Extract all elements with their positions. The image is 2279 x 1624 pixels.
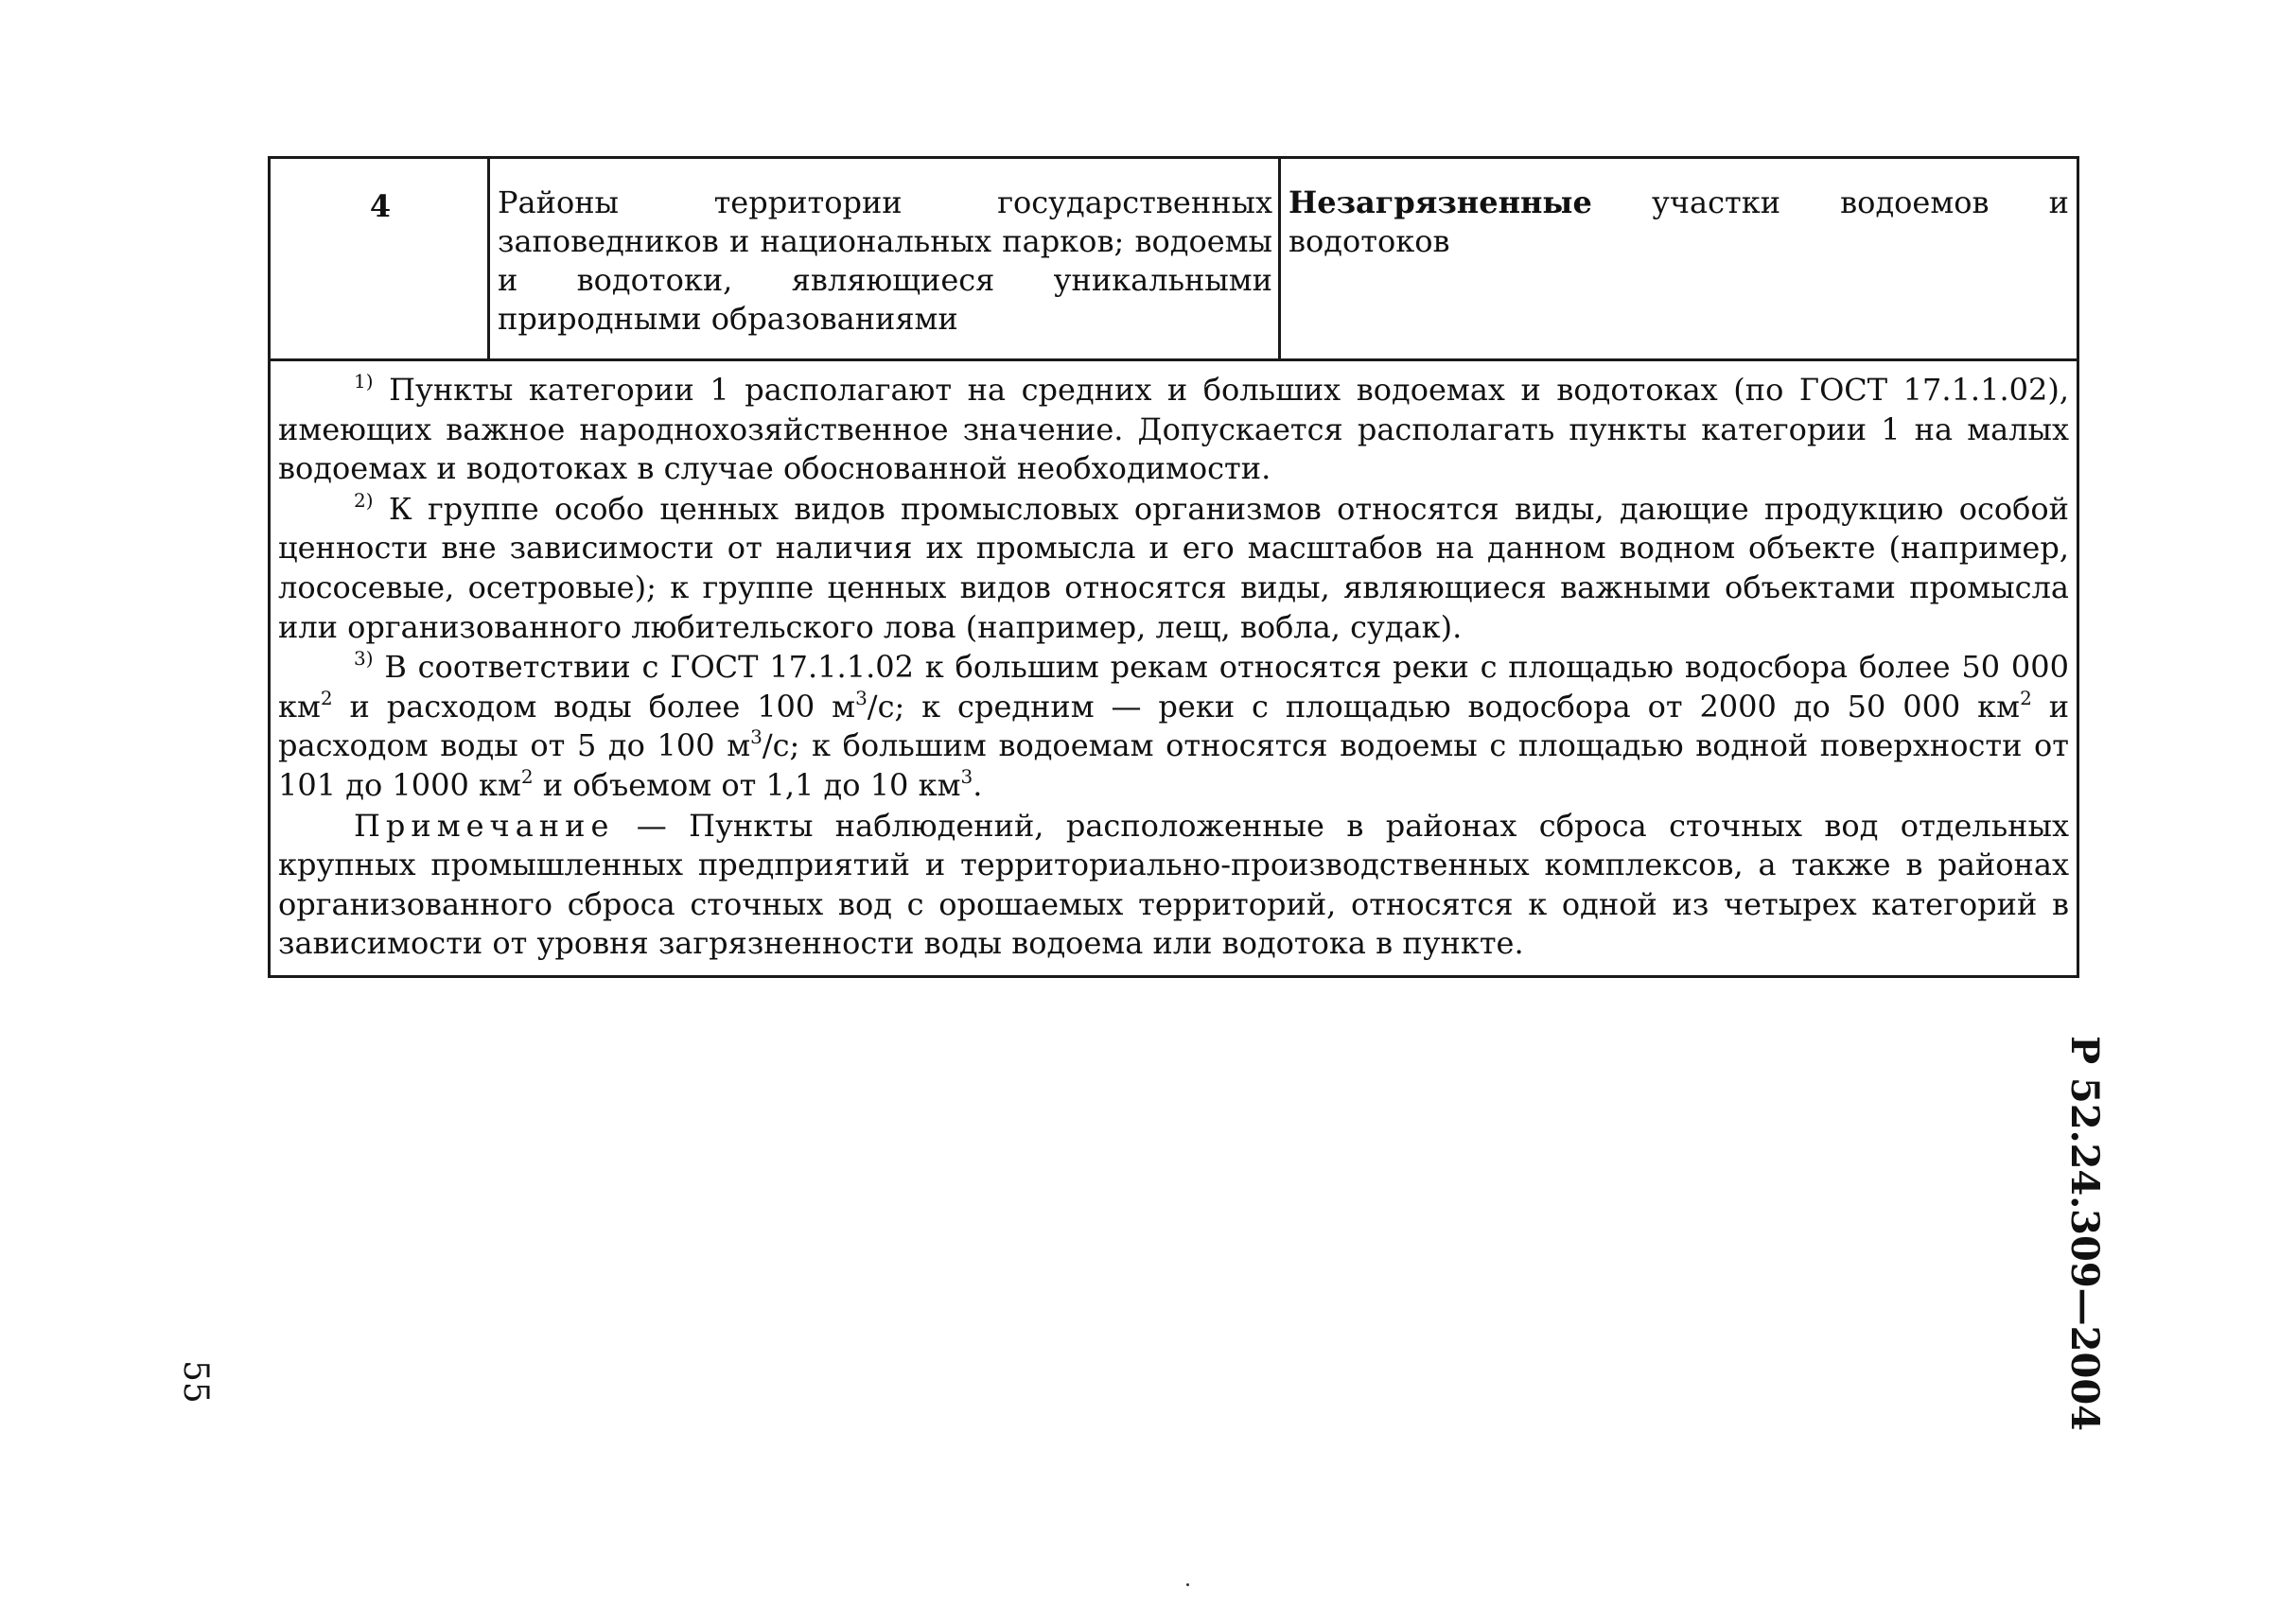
document-code: Р 52.24.309—2004 [2062, 1036, 2107, 1432]
category-number: 4 [369, 188, 392, 224]
superscript-3: 3 [960, 764, 973, 788]
footnote-3-part-d: и расходом воды от 5 до 100 м [278, 688, 2070, 764]
footnote-3-part-b: и расходом воды более 100 м [332, 688, 856, 725]
footnotes-block [271, 361, 2077, 965]
superscript-3: 3 [855, 686, 868, 709]
document-table [268, 156, 2079, 978]
table-row [271, 159, 2077, 361]
footnote-3-part-a: В соответствии с ГОСТ 17.1.1.02 к большим рекам относятся реки с площадью водосбора более 50 000 км [278, 649, 2070, 725]
footnote-1-mark: 1) [354, 370, 374, 393]
footnote-3-part-f: и объемом от 1,1 до 10 км [533, 766, 961, 803]
footnote-3-part-g: . [973, 766, 983, 803]
footnote-2 [278, 490, 2069, 647]
superscript-2: 2 [320, 686, 333, 709]
characteristic-text [1289, 183, 2069, 261]
footnote-3-part-c: /с; к средним — реки с площадью водосбора от 2000 до 50 000 км [867, 688, 2021, 725]
note-label: Примечание [354, 807, 615, 844]
characteristic-bold: Незагрязненные [1289, 184, 1592, 220]
footnote-2-mark: 2) [354, 488, 374, 512]
superscript-3: 3 [750, 725, 763, 749]
superscript-2: 2 [2020, 686, 2032, 709]
category-number-cell [271, 159, 490, 358]
scan-speck [1186, 1583, 1189, 1586]
footnote-3-mark: 3) [354, 647, 374, 671]
footnote-1-text: Пункты категории 1 располагают на средних и больших водоемах и водотоках (по ГОСТ 17.1.1.02), имеющих важное народнохозяйственное значение. Допускается располагать пункты категории 1 на малых водоемах и водотоках в случае обоснованной необходимости. [278, 372, 2070, 487]
footnote-3 [278, 648, 2069, 805]
zones-cell [490, 159, 1281, 358]
footnote-2-text: К группе особо ценных видов промысловых организмов относятся виды, дающие продукцию особой ценности вне зависимости от наличия их промысла и его масштабов на данном водном объекте (например, лососевые, осетровые); к группе ценных видов относятся виды, являющиеся важными объектами промысла или организованного любительского лова (например, лещ, вобла, судак). [278, 490, 2070, 645]
zones-text: Районы территории государственных заповедников и национальных парков; водоемы и водотоки, являющиеся уникальными природными образованиями [498, 184, 1272, 337]
characteristic-cell [1281, 159, 2077, 358]
superscript-2: 2 [520, 764, 534, 788]
characteristic-rest: участки водоемов и водотоков [1289, 184, 2069, 259]
footnote-3-part-e: /с; к большим водоемам относятся водоемы с площадью водной поверхности от 101 до 1000 км [278, 727, 2070, 803]
note-paragraph [278, 807, 2069, 964]
page-number: 55 [176, 1360, 215, 1404]
note-text: — Пункты наблюдений, расположенные в районах сброса сточных вод отдельных крупных промышленных предприятий и территориально-производственных комплексов, а также в районах организованного сброса сточных вод с орошаемых территорий, относятся к одной из четырех категорий в зависимости от уровня загрязненности воды водоема или водотока в пункте. [278, 807, 2069, 962]
footnote-1 [278, 371, 2069, 489]
